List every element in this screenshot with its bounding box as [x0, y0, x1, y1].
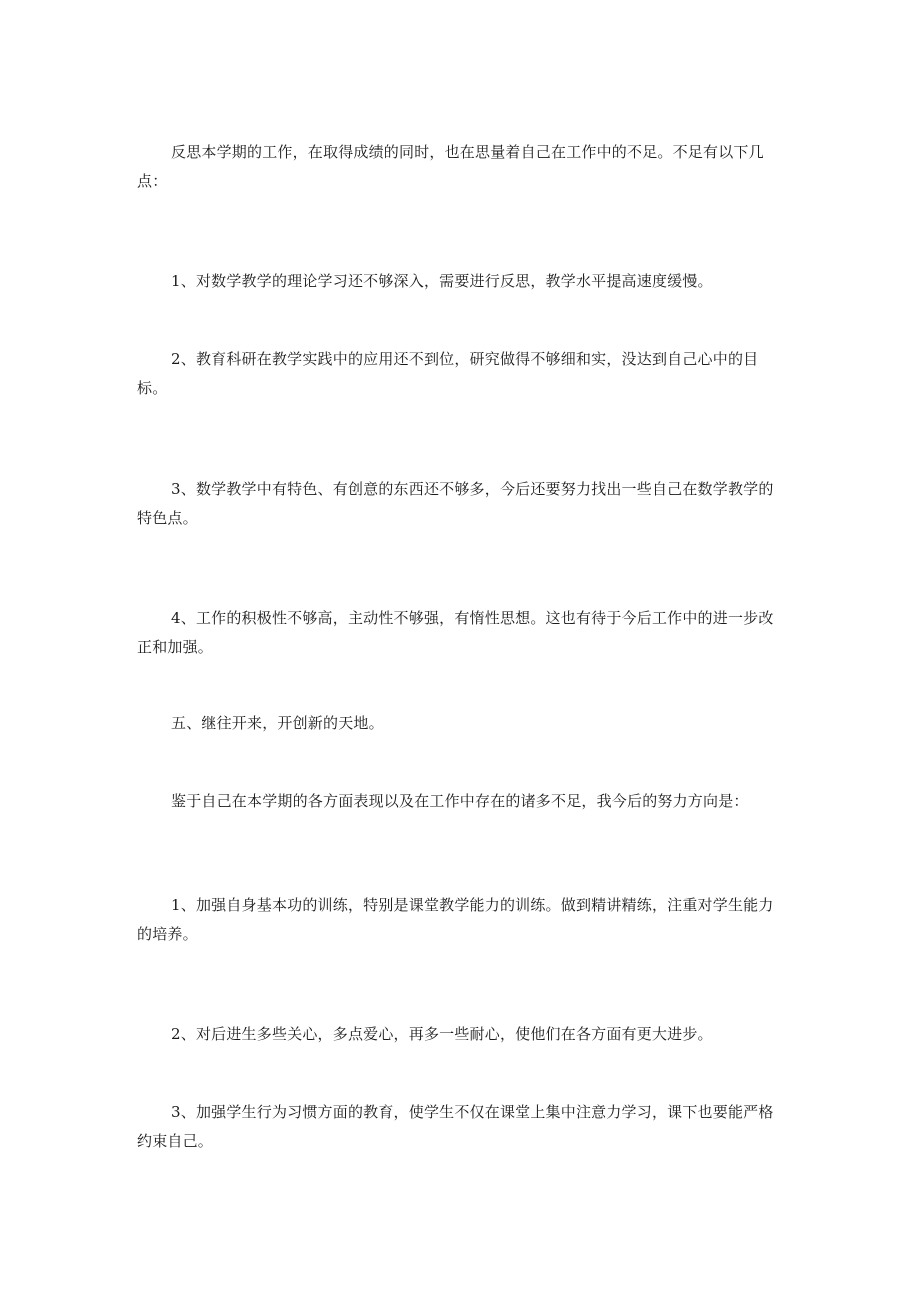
paragraph-reflection-intro: 反思本学期的工作，在取得成绩的同时，也在思量着自己在工作中的不足。不足有以下几点： [137, 143, 764, 190]
paragraph-shortcoming-2: 2、教育科研在教学实践中的应用还不到位，研究做得不够细和实，没达到自己心中的目标。 [137, 350, 759, 397]
paragraph-direction-1: 1、加强自身基本功的训练，特别是课堂教学能力的训练。做到精讲精练，注重对学生能力的培养。 [137, 896, 774, 943]
paragraph-shortcoming-1: 1、对数学教学的理论学习还不够深入，需要进行反思，教学水平提高速度缓慢。 [171, 272, 713, 290]
section-heading-five: 五、继往开来，开创新的天地。 [171, 714, 384, 732]
paragraph-future-direction-intro: 鉴于自己在本学期的各方面表现以及在工作中存在的诸多不足，我今后的努力方向是： [171, 792, 749, 810]
paragraph-shortcoming-4: 4、工作的积极性不够高，主动性不够强，有惰性思想。这也有待于今后工作中的进一步改正和加强。 [137, 609, 774, 656]
paragraph-direction-3: 3、加强学生行为习惯方面的教育，使学生不仅在课堂上集中注意力学习，课下也要能严格约束自己。 [137, 1103, 774, 1150]
paragraph-direction-2: 2、对后进生多些关心，多点爱心，再多一些耐心，使他们在各方面有更大进步。 [171, 1025, 713, 1043]
paragraph-shortcoming-3: 3、数学教学中有特色、有创意的东西还不够多，今后还要努力找出一些自己在数学教学的特色点。 [137, 480, 774, 527]
